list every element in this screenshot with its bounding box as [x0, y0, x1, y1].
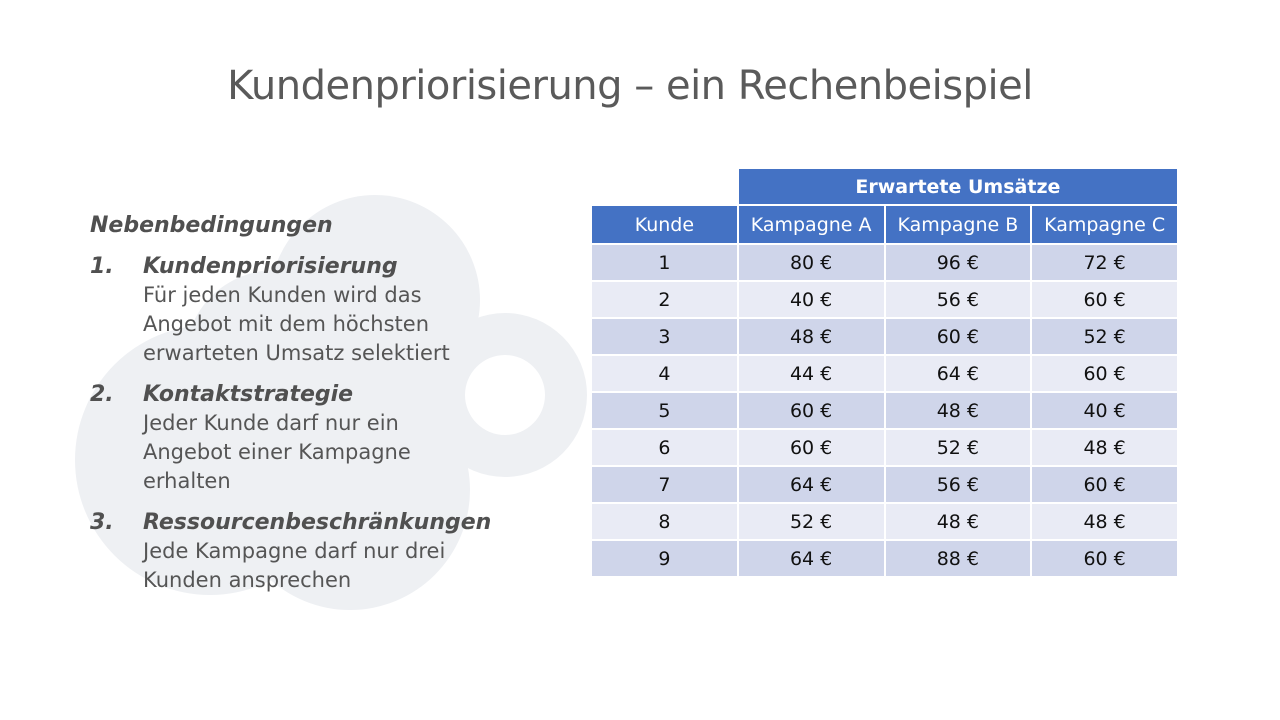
- table-cell: 2: [591, 281, 738, 318]
- column-header-kampagne-a: Kampagne A: [738, 205, 885, 244]
- table-cell: 44 €: [738, 355, 885, 392]
- slide-title: Kundenpriorisierung – ein Rechenbeispiel: [227, 63, 1033, 109]
- table-cell: 52 €: [1031, 318, 1178, 355]
- table-cell: 80 €: [738, 244, 885, 281]
- table-cell: 3: [591, 318, 738, 355]
- table-row: [591, 503, 1178, 540]
- constraint-number: 2.: [90, 382, 114, 407]
- constraint-text-line: erwarteten Umsatz selektiert: [143, 341, 450, 365]
- table-row: [591, 281, 1178, 318]
- constraint-text-line: erhalten: [143, 469, 231, 493]
- column-header-kunde: Kunde: [591, 205, 738, 244]
- table-cell: 6: [591, 429, 738, 466]
- table-cell: 48 €: [1031, 503, 1178, 540]
- table-cell: 88 €: [885, 540, 1032, 577]
- table-cell: 56 €: [885, 281, 1032, 318]
- constraint-item: [90, 380, 560, 496]
- table-cell: 64 €: [738, 466, 885, 503]
- constraint-text-line: Jeder Kunde darf nur ein: [143, 411, 399, 435]
- constraints-panel: [90, 210, 560, 607]
- constraints-heading: Nebenbedingungen: [90, 213, 333, 238]
- constraint-text-line: Jede Kampagne darf nur drei: [143, 539, 446, 563]
- constraint-title: Ressourcenbeschränkungen: [143, 510, 492, 535]
- table-group-header: Erwartete Umsätze: [738, 168, 1178, 205]
- table-column-header-row: [591, 205, 1178, 244]
- constraint-text-line: Angebot einer Kampagne: [143, 440, 411, 464]
- table-cell: 60 €: [738, 392, 885, 429]
- constraint-number: 1.: [90, 254, 114, 279]
- table-cell: 1: [591, 244, 738, 281]
- table-cell: 60 €: [1031, 540, 1178, 577]
- table-cell: 60 €: [1031, 281, 1178, 318]
- column-header-kampagne-b: Kampagne B: [885, 205, 1032, 244]
- table-row: [591, 318, 1178, 355]
- table-row: [591, 355, 1178, 392]
- constraint-text-line: Für jeden Kunden wird das: [143, 283, 422, 307]
- table-cell: 48 €: [1031, 429, 1178, 466]
- table-cell: 9: [591, 540, 738, 577]
- table-cell: 40 €: [1031, 392, 1178, 429]
- table-cell: 64 €: [885, 355, 1032, 392]
- table-cell: 60 €: [1031, 355, 1178, 392]
- constraint-item: [90, 252, 560, 368]
- table-cell: 4: [591, 355, 738, 392]
- table-cell: 48 €: [885, 392, 1032, 429]
- table-cell: 60 €: [885, 318, 1032, 355]
- table-cell: 60 €: [738, 429, 885, 466]
- table-cell: 7: [591, 466, 738, 503]
- constraint-item: [90, 508, 560, 595]
- constraint-text-line: Kunden ansprechen: [143, 568, 352, 592]
- table-cell: 8: [591, 503, 738, 540]
- table-cell: 64 €: [738, 540, 885, 577]
- table-body: [591, 244, 1178, 577]
- revenue-table: [590, 167, 1179, 578]
- table-row: [591, 466, 1178, 503]
- table-row: [591, 392, 1178, 429]
- constraint-text-line: Angebot mit dem höchsten: [143, 312, 430, 336]
- table-cell: 48 €: [738, 318, 885, 355]
- revenue-table-container: [590, 167, 1179, 578]
- table-cell: 48 €: [885, 503, 1032, 540]
- table-cell: 40 €: [738, 281, 885, 318]
- table-row: [591, 540, 1178, 577]
- table-cell: 56 €: [885, 466, 1032, 503]
- constraint-number: 3.: [90, 510, 114, 535]
- table-cell: 72 €: [1031, 244, 1178, 281]
- table-row: [591, 429, 1178, 466]
- table-cell: 52 €: [738, 503, 885, 540]
- table-cell: 96 €: [885, 244, 1032, 281]
- table-cell: 60 €: [1031, 466, 1178, 503]
- table-cell: 5: [591, 392, 738, 429]
- table-cell: 52 €: [885, 429, 1032, 466]
- table-row: [591, 244, 1178, 281]
- table-header-blank: [591, 168, 738, 205]
- column-header-kampagne-c: Kampagne C: [1031, 205, 1178, 244]
- constraint-title: Kontaktstrategie: [143, 382, 354, 407]
- table-group-header-row: [591, 168, 1178, 205]
- constraint-title: Kundenpriorisierung: [143, 254, 398, 279]
